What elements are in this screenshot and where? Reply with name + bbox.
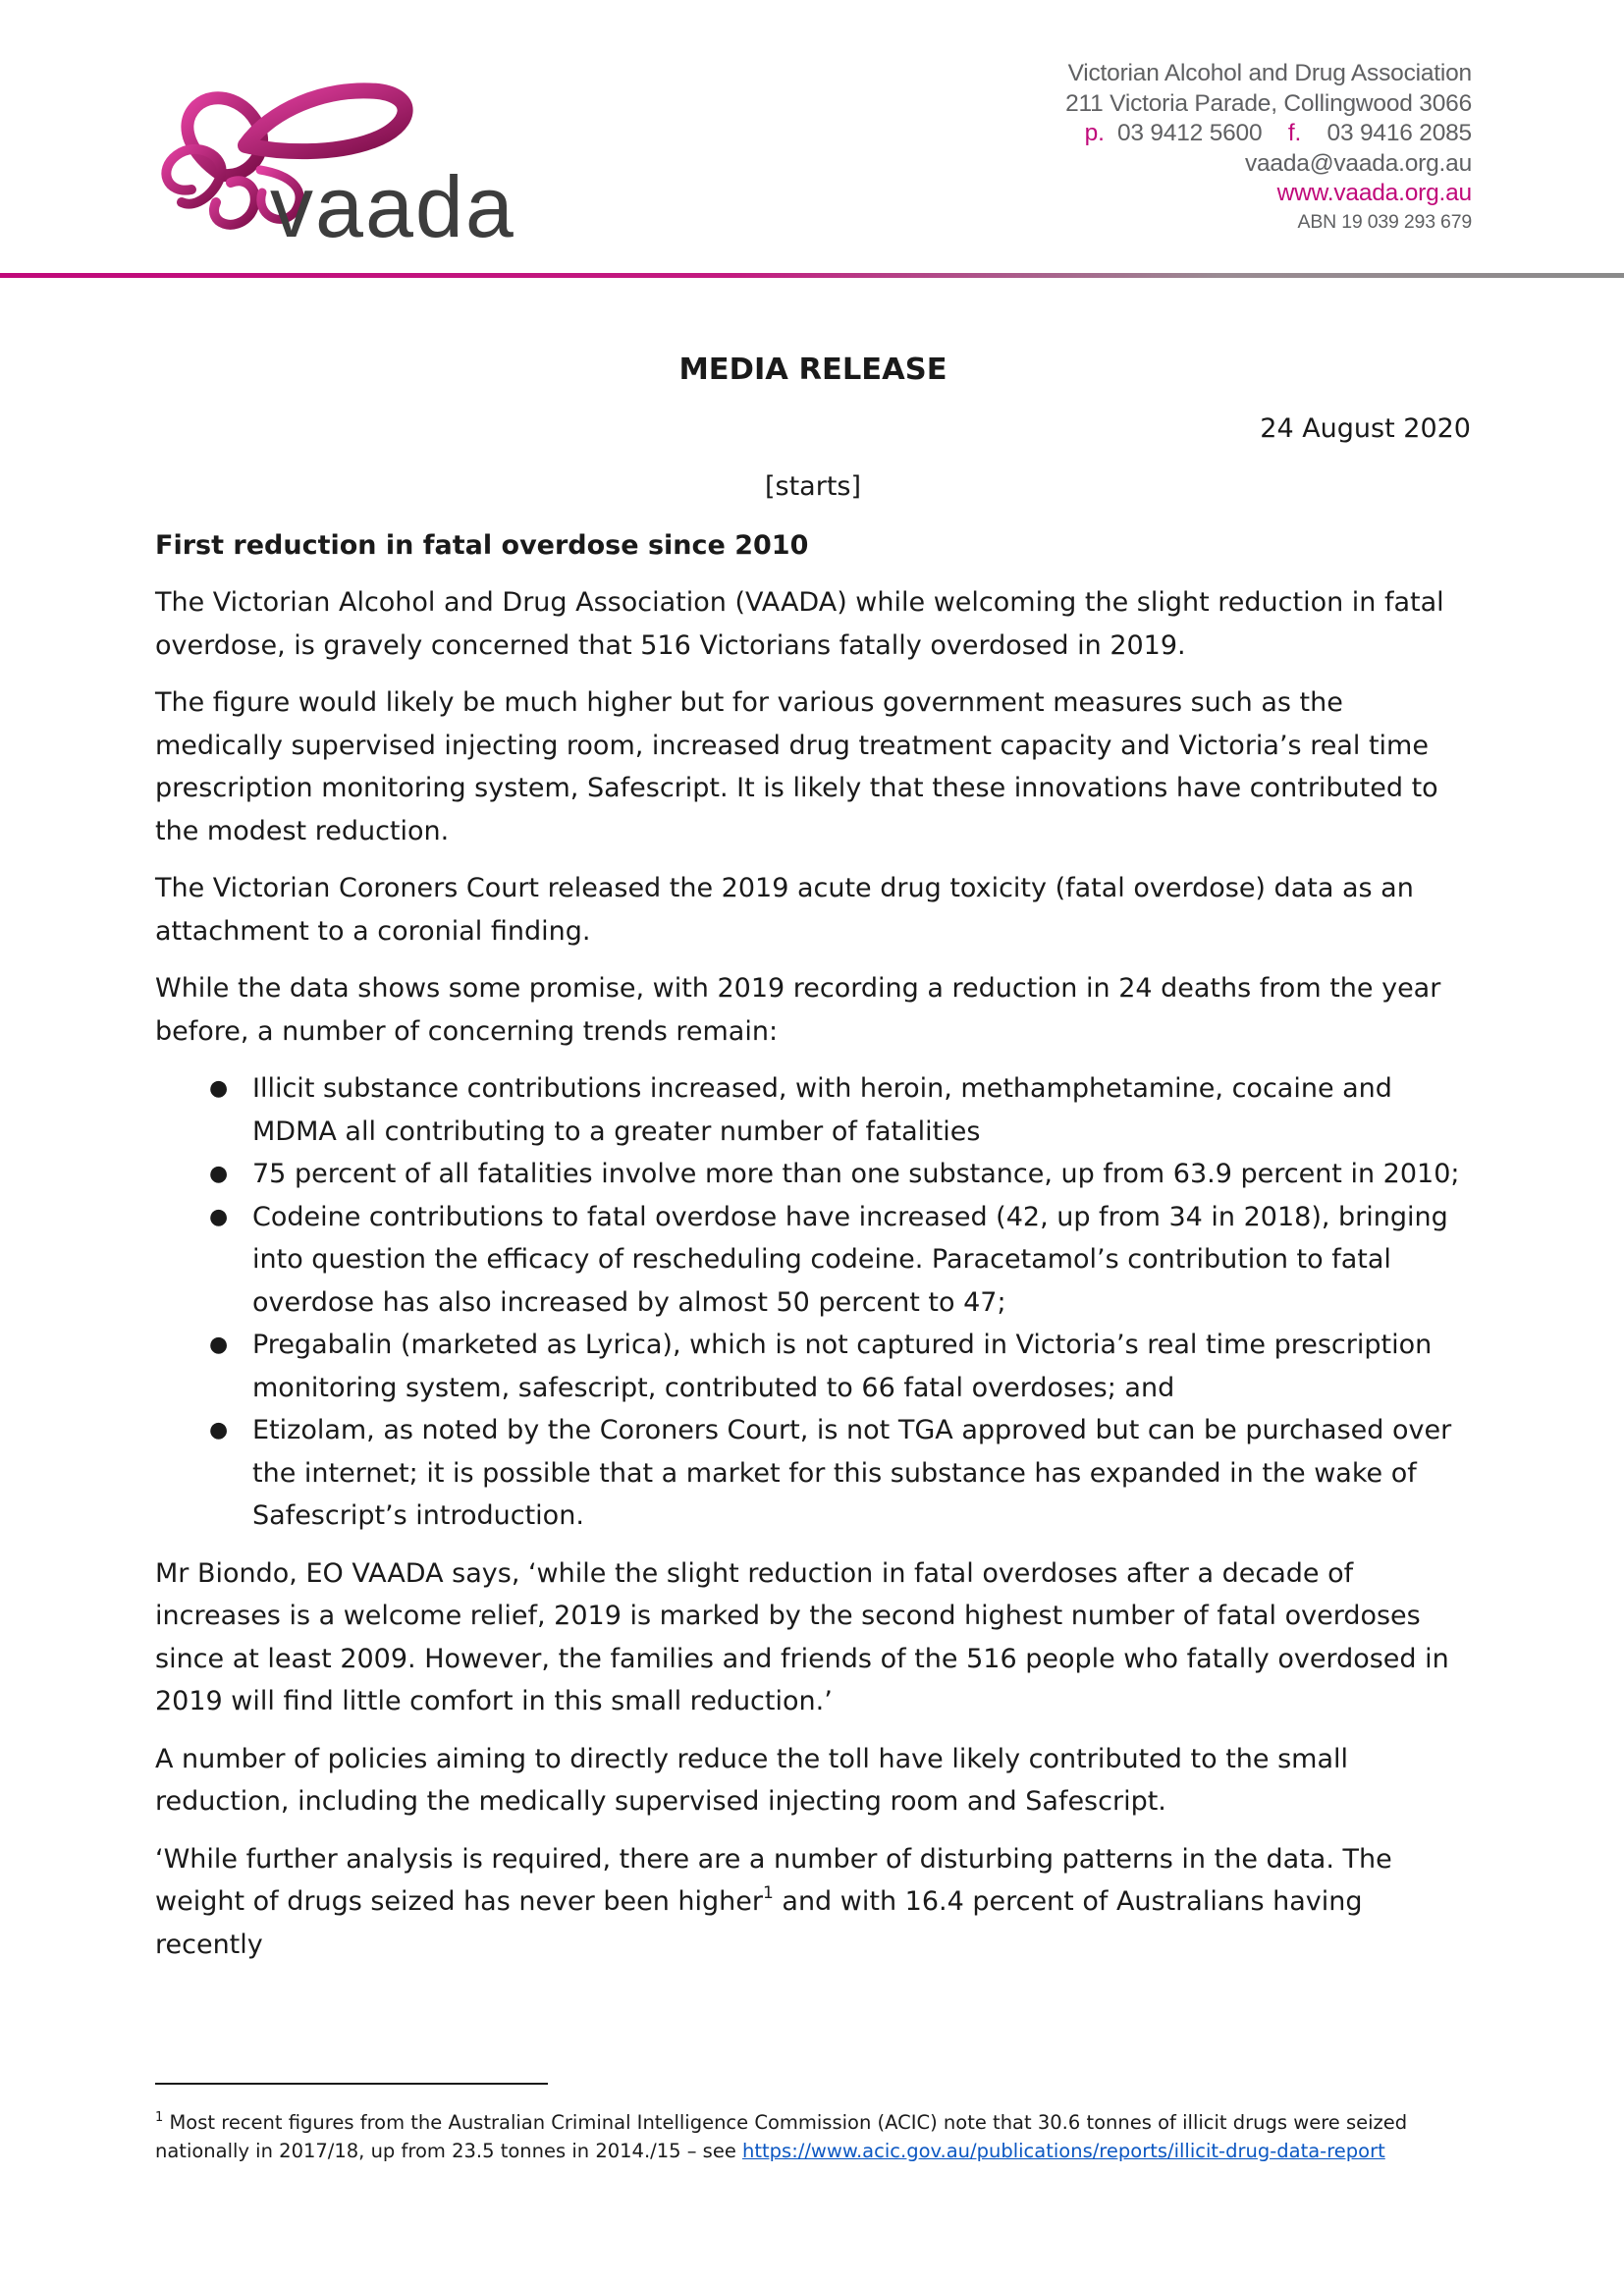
- release-date: 24 August 2020: [1260, 412, 1471, 444]
- footnote-divider: [155, 2083, 548, 2085]
- list-item: [155, 1067, 1471, 1153]
- paragraph-text: and with 16.4 percent of Australians having recently: [155, 1886, 1363, 1960]
- footnote: [155, 2108, 1471, 2165]
- bullet-icon: ●: [209, 1076, 229, 1101]
- paragraph-with-footnote: [155, 1838, 1471, 1967]
- list-item: [155, 1409, 1471, 1538]
- phone-number: 03 9412 5600: [1116, 120, 1263, 146]
- header-divider: [0, 273, 1624, 278]
- fax-label: f.: [1287, 120, 1302, 146]
- paragraph: The Victorian Alcohol and Drug Association (VAADA) while welcoming the slight reduction in fatal overdose, is gravely concerned that 516 Victorians fatally overdosed in 2019.: [155, 587, 1444, 661]
- paragraph: Mr Biondo, EO VAADA says, ‘while the slight reduction in fatal overdoses after a decade of increases is a welcome relief, 2019 is marked by the second highest number of fatal overdoses since at least 2009. However, the families and friends of the 516 people who fatally overdosed in 2019 will find little comfort in this small reduction.’: [155, 1557, 1449, 1716]
- footnote-marker: 1: [155, 2109, 164, 2125]
- paragraph-text: ‘While further analysis is required, there are a number of disturbing patterns in the data. The weight of drugs seized has never been higher: [155, 1843, 1392, 1917]
- organisation-email: vaada@vaada.org.au: [1244, 149, 1472, 177]
- release-heading: First reduction in fatal overdose since 2010: [155, 529, 809, 561]
- organisation-name: Victorian Alcohol and Drug Association: [1067, 60, 1472, 86]
- media-release-body: [155, 349, 1471, 1981]
- bullet-icon: ●: [209, 1418, 229, 1442]
- vaada-logo: [152, 77, 584, 244]
- footnote-reference[interactable]: 1: [762, 1883, 774, 1903]
- vaada-logo-mark: [152, 77, 584, 244]
- logo-wordmark: vaada: [270, 158, 515, 244]
- bullet-icon: ●: [209, 1162, 229, 1186]
- paragraph: While the data shows some promise, with 2019 recording a reduction in 24 deaths from the year before, a number of concerning trends remain:: [155, 973, 1441, 1047]
- list-item-text: Codeine contributions to fatal overdose have increased (42, up from 34 in 2018), bringing into question the efficacy of rescheduling codeine. Paracetamol’s contribution to fatal overdose has also increased by almost 50 percent to 47;: [252, 1201, 1448, 1318]
- organisation-website: www.vaada.org.au: [1276, 180, 1472, 206]
- paragraph: A number of policies aiming to directly reduce the toll have likely contributed to the small reduction, including the medically supervised injecting room and Safescript.: [155, 1743, 1349, 1817]
- footnote-link[interactable]: https://www.acic.gov.au/publications/reports/illicit-drug-data-report: [742, 2140, 1385, 2162]
- list-item-text: Illicit substance contributions increased, with heroin, methamphetamine, cocaine and MDMA all contributing to a greater number of fatalities: [252, 1073, 1392, 1147]
- release-starts-marker: [starts]: [764, 471, 862, 502]
- paragraph: The Victorian Coroners Court released the 2019 acute drug toxicity (fatal overdose) data as an attachment to a coronial finding.: [155, 873, 1414, 947]
- organisation-abn: ABN 19 039 293 679: [1297, 210, 1472, 233]
- list-item-text: 75 percent of all fatalities involve more than one substance, up from 63.9 percent in 2010;: [252, 1159, 1460, 1189]
- concerning-trends-list: [155, 1067, 1471, 1538]
- bullet-icon: ●: [209, 1204, 229, 1229]
- release-title: MEDIA RELEASE: [678, 353, 947, 387]
- phone-label: p.: [1084, 120, 1105, 146]
- list-item: [155, 1153, 1471, 1196]
- organisation-contact-block: [785, 59, 1472, 235]
- organisation-address: 211 Victoria Parade, Collingwood 3066: [1065, 89, 1472, 117]
- fax-number: 03 9416 2085: [1326, 120, 1472, 146]
- list-item-text: Etizolam, as noted by the Coroners Court, is not TGA approved but can be purchased over the internet; it is possible that a market for this substance has expanded in the wake of Safescript’s introduction.: [252, 1415, 1452, 1531]
- bullet-icon: ●: [209, 1333, 229, 1357]
- list-item-text: Pregabalin (marketed as Lyrica), which is not captured in Victoria’s real time prescription monitoring system, safescript, contributed to 66 fatal overdoses; and: [252, 1330, 1433, 1403]
- footnote-text: Most recent figures from the Australian Criminal Intelligence Commission (ACIC) note that 30.6 tonnes of illicit drugs were seized nationally in 2017/18, up from 23.5 tonnes in 2014./15 – see: [155, 2111, 1408, 2162]
- list-item: [155, 1324, 1471, 1409]
- contact-numbers: [785, 119, 1472, 149]
- list-item: [155, 1196, 1471, 1325]
- paragraph: The figure would likely be much higher but for various government measures such as the medically supervised injecting room, increased drug treatment capacity and Victoria’s real time prescription monitoring system, Safescript. It is likely that these innovations have contributed to the modest reduction.: [155, 687, 1438, 846]
